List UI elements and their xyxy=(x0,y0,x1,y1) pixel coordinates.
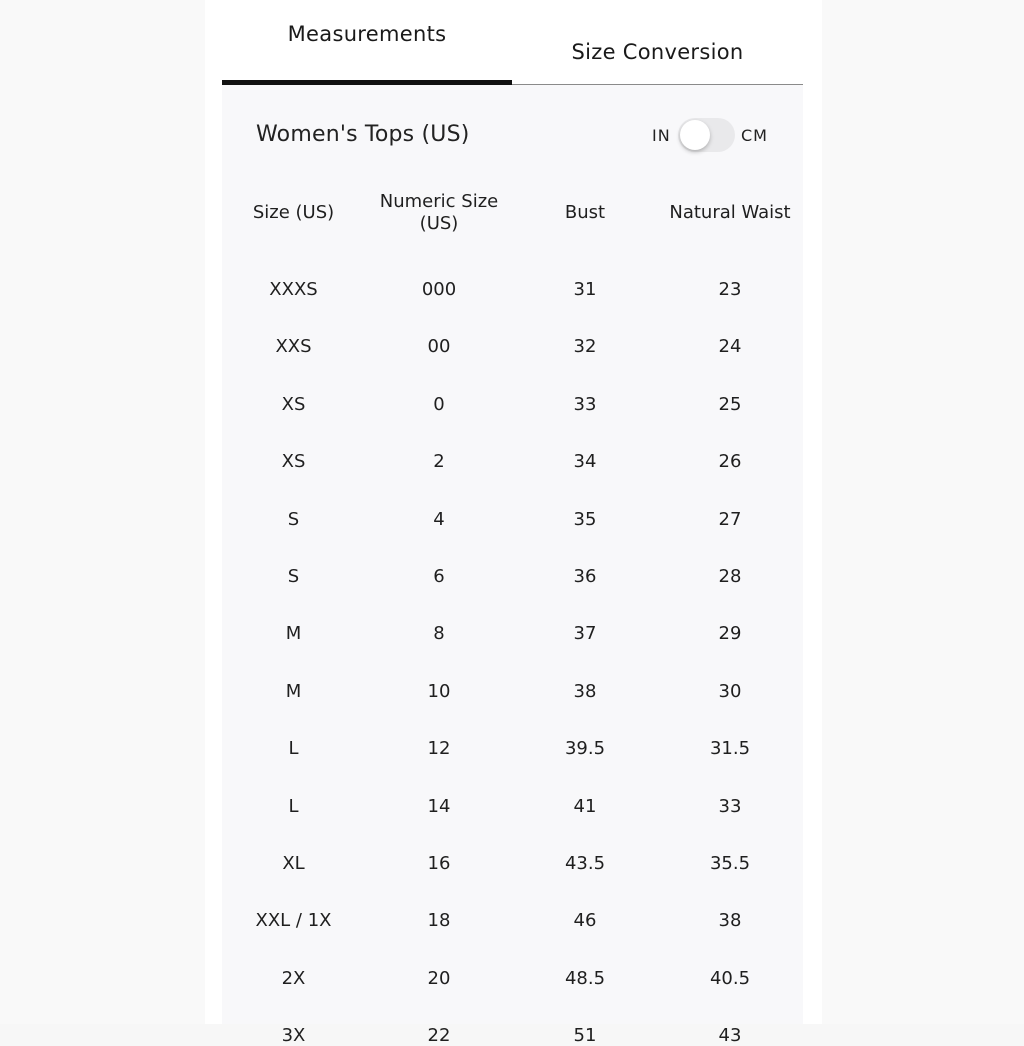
cell-waist: 28 xyxy=(718,565,742,587)
cell-size: L xyxy=(288,795,299,817)
unit-toggle xyxy=(652,116,772,156)
cell-waist: 43 xyxy=(718,1026,742,1046)
header-bust: Bust xyxy=(564,202,606,223)
cell-numeric: 000 xyxy=(421,279,457,300)
table-row xyxy=(222,280,803,337)
unit-in-label: IN xyxy=(652,126,671,145)
cell-bust: 33 xyxy=(573,393,597,415)
table-header xyxy=(222,185,803,241)
cell-size: XXXS xyxy=(269,279,318,300)
cell-size: M xyxy=(285,680,302,702)
cell-waist: 31.5 xyxy=(709,738,751,760)
cell-bust: 37 xyxy=(573,623,597,645)
right-margin xyxy=(819,0,1024,1024)
cell-waist: 23 xyxy=(718,279,742,300)
table-row xyxy=(222,682,803,739)
cell-size: S xyxy=(287,565,300,587)
cell-waist: 35.5 xyxy=(709,852,751,874)
cell-waist: 25 xyxy=(718,393,742,415)
left-margin xyxy=(0,0,205,1024)
tab-size-conversion[interactable]: Size Conversion xyxy=(512,0,803,85)
table-row xyxy=(222,1026,803,1046)
cell-waist: 24 xyxy=(718,336,742,358)
table-row xyxy=(222,797,803,854)
table-row xyxy=(222,510,803,567)
cell-waist: 30 xyxy=(718,680,742,702)
cell-bust: 36 xyxy=(573,565,597,587)
cell-bust: 39.5 xyxy=(564,738,606,760)
cell-size: XXL / 1X xyxy=(255,910,332,932)
cell-numeric: 0 xyxy=(433,393,445,415)
cell-size: L xyxy=(288,738,299,760)
section-title: Women's Tops (US) xyxy=(256,122,470,147)
table-row xyxy=(222,969,803,1026)
cell-waist: 38 xyxy=(718,910,742,932)
cell-bust: 32 xyxy=(573,336,597,358)
cell-size: 2X xyxy=(281,967,306,989)
cell-bust: 35 xyxy=(573,508,597,530)
cell-numeric: 10 xyxy=(427,680,451,702)
cell-numeric: 18 xyxy=(427,910,451,932)
cell-size: XS xyxy=(281,451,306,473)
header-natural-waist: Natural Waist xyxy=(669,202,791,223)
table-row xyxy=(222,624,803,681)
tab-measurements[interactable]: Measurements xyxy=(222,0,512,85)
table-row xyxy=(222,911,803,968)
unit-switch[interactable] xyxy=(678,118,735,152)
cell-numeric: 6 xyxy=(433,565,445,587)
measurements-content xyxy=(222,85,803,1046)
cell-waist: 29 xyxy=(718,623,742,645)
header-size-us: Size (US) xyxy=(252,202,335,223)
cell-bust: 38 xyxy=(573,680,597,702)
cell-waist: 40.5 xyxy=(709,967,751,989)
table-row xyxy=(222,854,803,911)
table-row xyxy=(222,337,803,394)
cell-bust: 31 xyxy=(573,279,597,300)
table-row xyxy=(222,395,803,452)
cell-bust: 48.5 xyxy=(564,967,606,989)
cell-numeric: 4 xyxy=(433,508,445,530)
cell-numeric: 00 xyxy=(427,336,451,358)
cell-numeric: 14 xyxy=(427,795,451,817)
cell-size: M xyxy=(285,623,302,645)
cell-numeric: 2 xyxy=(433,451,445,473)
table-body xyxy=(222,280,803,1046)
cell-waist: 33 xyxy=(718,795,742,817)
cell-waist: 27 xyxy=(718,508,742,530)
cell-bust: 34 xyxy=(573,451,597,473)
table-row xyxy=(222,739,803,796)
cell-numeric: 20 xyxy=(427,967,451,989)
cell-bust: 51 xyxy=(573,1026,597,1046)
cell-numeric: 12 xyxy=(427,738,451,760)
switch-knob xyxy=(680,120,710,150)
table-row xyxy=(222,567,803,624)
cell-size: S xyxy=(287,508,300,530)
unit-cm-label: CM xyxy=(741,126,768,145)
table-row xyxy=(222,452,803,509)
cell-numeric: 22 xyxy=(427,1026,451,1046)
cell-size: XXS xyxy=(275,336,312,358)
cell-numeric: 8 xyxy=(433,623,445,645)
cell-size: 3X xyxy=(281,1026,306,1046)
cell-size: XL xyxy=(282,852,305,874)
cell-waist: 26 xyxy=(718,451,742,473)
tab-bar xyxy=(222,0,803,85)
cell-numeric: 16 xyxy=(427,852,451,874)
cell-size: XS xyxy=(281,393,306,415)
cell-bust: 43.5 xyxy=(564,852,606,874)
cell-bust: 41 xyxy=(573,795,597,817)
cell-bust: 46 xyxy=(573,910,597,932)
header-numeric-size: Numeric Size (US) xyxy=(379,191,499,234)
